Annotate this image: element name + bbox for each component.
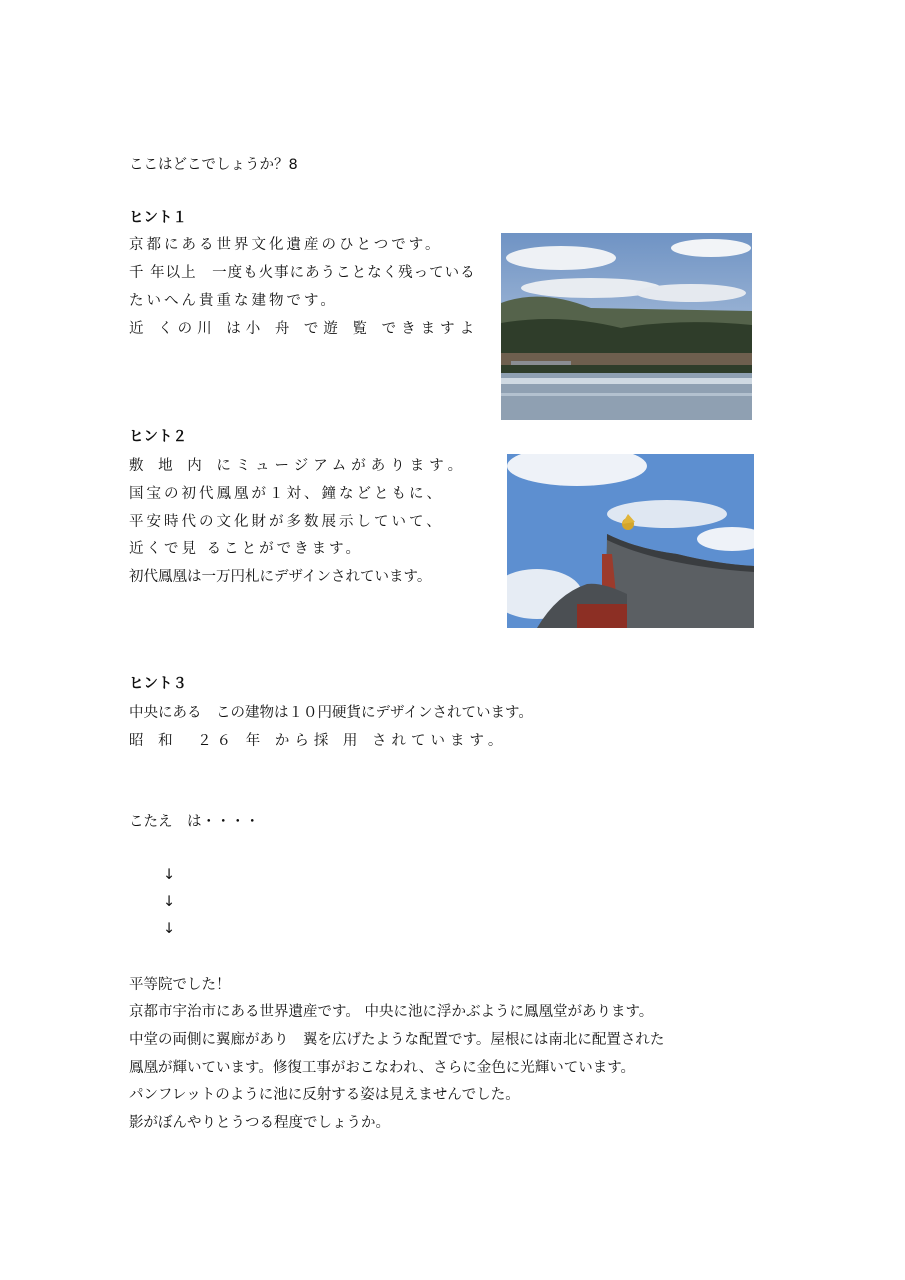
down-arrow-icon: ↓ [163, 894, 176, 910]
page-title: ここはどこでしょうか？8 [129, 157, 298, 173]
answer-line: 京都市宇治市にある世界遺産です。 中央に池に浮かぶように鳳凰堂があります。 [129, 1004, 654, 1020]
hint2-line: 敷 地 内 にミュージアムがあります。 [129, 458, 468, 474]
hint1-line: 京都にある世界文化遺産のひとつです。 [129, 237, 443, 253]
hint1-line: 千 年以上 一度も火事にあうことなく残っている [129, 265, 476, 281]
hint1-line: たいへん貴重な建物です。 [129, 293, 338, 309]
river-photo [501, 233, 752, 420]
hint3-label: ヒント３ [129, 676, 187, 692]
hint2-line: 初代鳳凰は一万円札にデザインされています。 [129, 569, 432, 585]
answer-heading: 平等院でした！ [129, 977, 231, 993]
answer-line: パンフレットのように池に反射する姿は見えませんでした。 [129, 1087, 520, 1103]
hint2-line: 近くで見 ることができます。 [129, 541, 363, 557]
hint3-line: 中央にある この建物は１０円硬貨にデザインされています。 [129, 705, 533, 721]
hint1-label: ヒント１ [129, 210, 187, 226]
phoenix-roof-photo [507, 454, 754, 628]
hint1-line: 近 くの川 は小 舟 で遊 覧 できますよ [129, 321, 480, 337]
answer-line: 中堂の両側に翼廊があり 翼を広げたような配置です。屋根には南北に配置された [129, 1032, 665, 1048]
hint2-line: 平安時代の文化財が多数展示していて、 [129, 514, 444, 530]
answer-line: 鳳凰が輝いています。修復工事がおこなわれ、さらに金色に光輝いています。 [129, 1060, 636, 1076]
hint2-label: ヒント２ [129, 429, 187, 445]
hint2-line: 国宝の初代鳳凰が１対、鐘などともに、 [129, 486, 444, 502]
down-arrow-icon: ↓ [163, 921, 176, 937]
answer-line: 影がぼんやりとうつる程度でしょうか。 [129, 1115, 390, 1131]
down-arrow-icon: ↓ [163, 867, 176, 883]
hint3-line: 昭 和 ２６ 年 から採 用 されています。 [129, 733, 508, 749]
answer-intro: こたえ は・・・・ [129, 814, 260, 830]
